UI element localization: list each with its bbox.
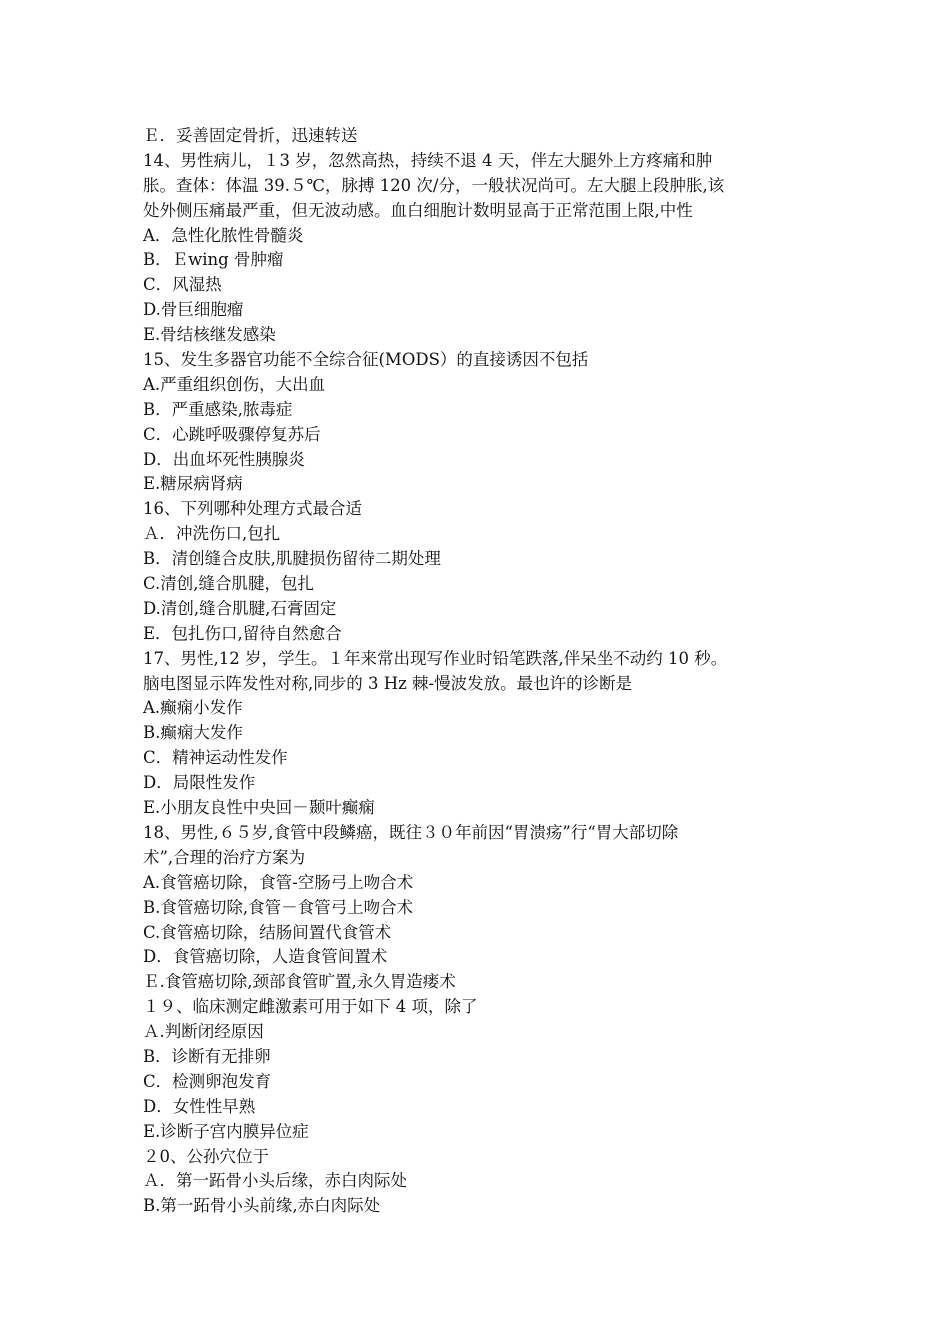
question-14-stem: 14、男性病儿，１3 岁，忽然高热，持续不退 4 天，伴左大腿外上方疼痛和肿 <box>143 150 713 170</box>
answer-option: A.食管癌切除，食管-空肠弓上吻合术 <box>143 872 414 892</box>
question-19-stem: １９、临床测定雌激素可用于如下 4 项，除了 <box>143 997 478 1017</box>
question-17-stem: 脑电图显示阵发性对称,同步的 3 Hz 棘-慢波发放。最也许的诊断是 <box>143 673 633 693</box>
answer-option: E.诊断子宫内膜异位症 <box>143 1121 309 1141</box>
answer-option: C.食管癌切除，结肠间置代食管术 <box>143 922 392 942</box>
text-line: Ｅ．妥善固定骨折，迅速转送 <box>143 126 358 145</box>
answer-option: Ａ．第一跖骨小头后缘，赤白肉际处 <box>143 1171 407 1191</box>
answer-option: E.小朋友良性中央回－颞叶癫痫 <box>143 798 375 818</box>
answer-option: D．出血坏死性胰腺炎 <box>143 449 305 469</box>
answer-option: C.清创,缝合肌腱，包扎 <box>143 574 315 594</box>
answer-option: D.骨巨细胞瘤 <box>143 300 244 320</box>
question-15-stem: 15、发生多器官功能不全综合征(MODS）的直接诱因不包括 <box>143 350 589 370</box>
answer-option: B．诊断有无排卵 <box>143 1046 271 1066</box>
answer-option: E.糖尿病肾病 <box>143 474 243 494</box>
answer-option: B.食管癌切除,食管－食管弓上吻合术 <box>143 897 414 917</box>
question-17-stem: 17、男性,12 岁，学生。１年来常出现写作业时铅笔跌落,伴呆坐不动约 10 秒。 <box>143 648 728 668</box>
answer-option: D．女性性早熟 <box>143 1096 256 1116</box>
question-18-stem: 术”,合理的治疗方案为 <box>143 847 306 867</box>
answer-option: D．局限性发作 <box>143 773 256 793</box>
answer-option: Ｅ.食管癌切除,颈部食管旷置,永久胃造瘘术 <box>143 972 456 992</box>
document-page <box>143 124 823 1219</box>
question-16-stem: 16、下列哪种处理方式最合适 <box>143 499 362 519</box>
answer-option: C．精神运动性发作 <box>143 748 288 768</box>
question-14-stem: 胀。查体：体温 39.５℃，脉搏 120 次/分，一般状况尚可。左大腿上段肿胀,该 <box>143 175 725 195</box>
answer-option: A．急性化脓性骨髓炎 <box>143 225 304 245</box>
answer-option: C．检测卵泡发育 <box>143 1071 272 1091</box>
answer-option: E．包扎伤口,留待自然愈合 <box>143 623 342 643</box>
answer-option: Ａ．冲洗伤口,包扎 <box>143 524 281 544</box>
answer-option: A.癫痫小发作 <box>143 698 243 718</box>
answer-option: B．Ｅwing 骨肿瘤 <box>143 250 284 270</box>
answer-option: Ａ.判断闭经原因 <box>143 1022 264 1042</box>
answer-option: D．食管癌切除，人造食管间置术 <box>143 947 388 967</box>
answer-option: B.第一跖骨小头前缘,赤白肉际处 <box>143 1196 381 1216</box>
answer-option: C．风湿热 <box>143 275 222 295</box>
answer-option: D.清创,缝合肌腱,石膏固定 <box>143 598 337 618</box>
answer-option: B．清创缝合皮肤,肌腱损伤留待二期处理 <box>143 549 441 569</box>
question-14-stem: 处外侧压痛最严重，但无波动感。血白细胞计数明显高于正常范围上限,中性 <box>143 200 693 220</box>
question-20-stem: ２0、公孙穴位于 <box>143 1146 269 1166</box>
answer-option: B.癫痫大发作 <box>143 723 243 743</box>
answer-option: C．心跳呼吸骤停复苏后 <box>143 424 321 444</box>
answer-option: A.严重组织创伤，大出血 <box>143 374 326 394</box>
answer-option: E.骨结核继发感染 <box>143 325 276 345</box>
answer-option: B．严重感染,脓毒症 <box>143 399 293 419</box>
question-18-stem: 18、男性,６５岁,食管中段鳞癌，既往３０年前因“胃溃疡”行“胃大部切除 <box>143 822 679 842</box>
